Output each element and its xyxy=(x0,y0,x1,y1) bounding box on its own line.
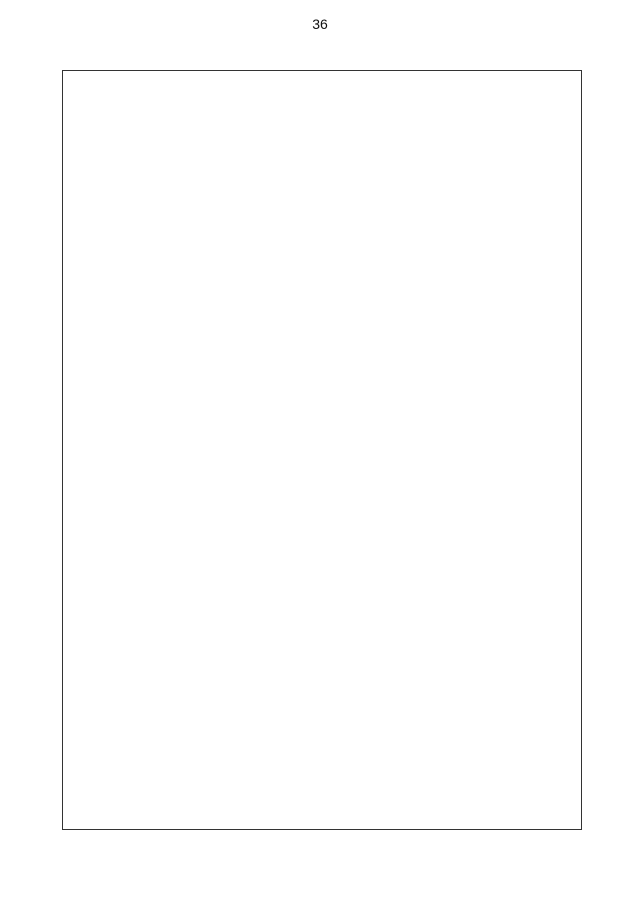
page-number: 36 xyxy=(312,16,328,32)
rotated-table xyxy=(62,70,582,830)
